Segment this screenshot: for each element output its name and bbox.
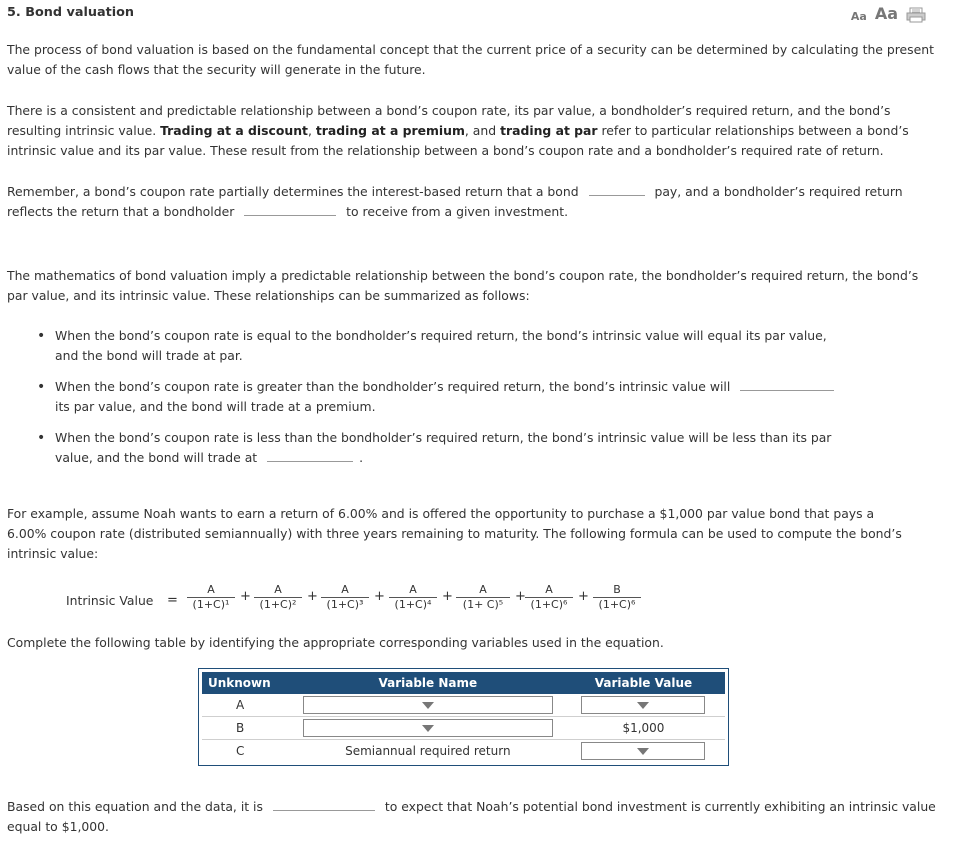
text-span: Based on this equation and the data, it is	[7, 799, 267, 814]
plus-operator: +	[307, 589, 318, 604]
question-title: 5. Bond valuation	[7, 5, 135, 20]
text-span: There is a consistent and predictable relationship between a bond’s coupon rate, its par value, a bondholder’s required return, and the bond’s resulting intrinsic value.	[7, 103, 891, 138]
variable-value-dropdown-a[interactable]	[581, 696, 705, 714]
variable-name-dropdown-b[interactable]	[303, 719, 553, 737]
equation-term	[389, 583, 437, 612]
term-numerator: A	[409, 583, 417, 596]
variable-value-cell	[562, 740, 725, 763]
equation-term	[456, 583, 510, 612]
mathematics-paragraph: The mathematics of bond valuation imply a predictable relationship between the bond’s coupon rate, the bondholder’s required return, the bond’s par value, and its intrinsic value. These relationships can be summarized as follows:	[7, 268, 919, 303]
example-paragraph: For example, assume Noah wants to earn a return of 6.00% and is offered the opportunity to purchase a $1,000 par value bond that pays a 6.00% coupon rate (distributed semiannually) with three years remaining to maturity. The following formula can be used to compute the bond’s intrinsic value:	[7, 506, 902, 561]
blank-intrinsic-value-dropdown[interactable]	[740, 378, 834, 391]
term-numerator: A	[341, 583, 349, 596]
term-denominator: (1+C)²	[254, 597, 302, 612]
bold-term: trading at par	[500, 123, 598, 138]
text-span: to receive from a given investment.	[342, 204, 569, 219]
term-denominator: (1+C)⁴	[389, 597, 437, 612]
text-span: its par value, and the bond will trade at a premium.	[55, 399, 376, 414]
intro-paragraph: The process of bond valuation is based on the fundamental concept that the current price of a security can be determined by calculating the present value of the cash flows that the security will generate in the future.	[7, 42, 934, 77]
col-header-variable-value: Variable Value	[562, 672, 725, 694]
blank-bondholder-dropdown[interactable]	[244, 203, 336, 216]
bullet-greater	[55, 377, 845, 417]
equation-term	[321, 583, 369, 612]
text-span: , and	[464, 123, 501, 138]
variable-value-dropdown-c[interactable]	[581, 742, 705, 760]
chevron-down-icon	[422, 725, 434, 732]
bullet-less	[55, 428, 845, 468]
plus-operator: +	[374, 589, 385, 604]
text-span: .	[359, 450, 364, 465]
blank-trade-at-dropdown[interactable]	[267, 449, 353, 462]
table-row	[202, 740, 725, 763]
equation-label: Intrinsic Value	[66, 593, 154, 608]
equation-term	[525, 583, 573, 612]
plus-operator: +	[240, 589, 251, 604]
variable-name-cell	[294, 694, 562, 717]
col-header-variable-name: Variable Name	[294, 672, 562, 694]
relationship-paragraph	[7, 101, 937, 161]
conclusion-paragraph	[7, 797, 937, 837]
print-icon[interactable]	[906, 7, 926, 23]
variable-name-cell	[294, 717, 562, 740]
text-span: refer to particular relationships between a bond’s intrinsic value and its par value. These result from the relationship between a bond’s coupon rate and a bondholder’s required rate of return.	[7, 123, 909, 158]
unknown-cell: C	[236, 744, 245, 758]
term-numerator: A	[479, 583, 487, 596]
term-denominator: (1+C)⁶	[593, 597, 641, 612]
text-span: ,	[307, 123, 316, 138]
plus-operator: +	[442, 589, 453, 604]
table-row	[202, 717, 725, 740]
text-span: to expect that Noah’s potential bond investment is currently exhibiting an intrinsic value equal to $1,000.	[7, 799, 936, 834]
chevron-down-icon	[637, 748, 649, 755]
chevron-down-icon	[422, 702, 434, 709]
variable-name-dropdown-a[interactable]	[303, 696, 553, 714]
font-decrease-button[interactable]: Aa	[850, 10, 867, 23]
equation-term	[254, 583, 302, 612]
text-span: Remember, a bond’s coupon rate partially determines the interest-based return that a bond	[7, 184, 583, 199]
term-numerator: B	[613, 583, 621, 596]
bold-term: trading at a premium	[315, 123, 465, 138]
plus-operator: +	[515, 589, 526, 604]
toolbar	[851, 4, 926, 23]
equation-term	[187, 583, 235, 612]
table-instruction: Complete the following table by identifying the appropriate corresponding variables used in the equation.	[7, 635, 664, 650]
bold-term: Trading at a discount	[160, 123, 308, 138]
bullet-equal: • When the bond’s coupon rate is equal to the bondholder’s required return, the bond’s intrinsic value will equal its par value, and the bond will trade at par.	[55, 326, 845, 366]
reminder-paragraph	[7, 182, 937, 222]
table-row	[202, 694, 725, 717]
term-numerator: A	[545, 583, 553, 596]
plus-operator: +	[578, 589, 589, 604]
font-increase-button[interactable]: Aa	[874, 4, 898, 23]
unknown-cell: A	[202, 694, 294, 717]
variable-value-cell: $1,000	[562, 717, 725, 740]
term-numerator: A	[207, 583, 215, 596]
term-denominator: (1+C)¹	[187, 597, 235, 612]
term-denominator: (1+C)³	[321, 597, 369, 612]
variable-name-cell: Semiannual required return	[345, 744, 511, 758]
term-denominator: (1+C)⁶	[525, 597, 573, 612]
col-header-unknown: Unknown	[202, 672, 294, 694]
variable-value-cell	[562, 694, 725, 717]
text-span: When the bond’s coupon rate is greater than the bondholder’s required return, the bond’s intrinsic value will	[55, 379, 735, 394]
term-denominator: (1+ C)⁵	[456, 597, 510, 612]
variables-table	[202, 672, 725, 762]
variables-table-frame	[198, 668, 729, 766]
chevron-down-icon	[637, 702, 649, 709]
blank-reasonable-dropdown[interactable]	[273, 798, 375, 811]
unknown-cell: B	[202, 717, 294, 740]
blank-bond-pay-dropdown[interactable]	[589, 183, 645, 196]
equation-equals: =	[167, 593, 178, 608]
text-span: pay, and a bondholder’s required return reflects the return that a bondholder	[7, 184, 903, 219]
text-span: When the bond’s coupon rate is less than the bondholder’s required return, the bond’s intrinsic value will be less than its par value, and the bond will trade at	[55, 430, 832, 465]
equation-term	[593, 583, 641, 612]
term-numerator: A	[274, 583, 282, 596]
